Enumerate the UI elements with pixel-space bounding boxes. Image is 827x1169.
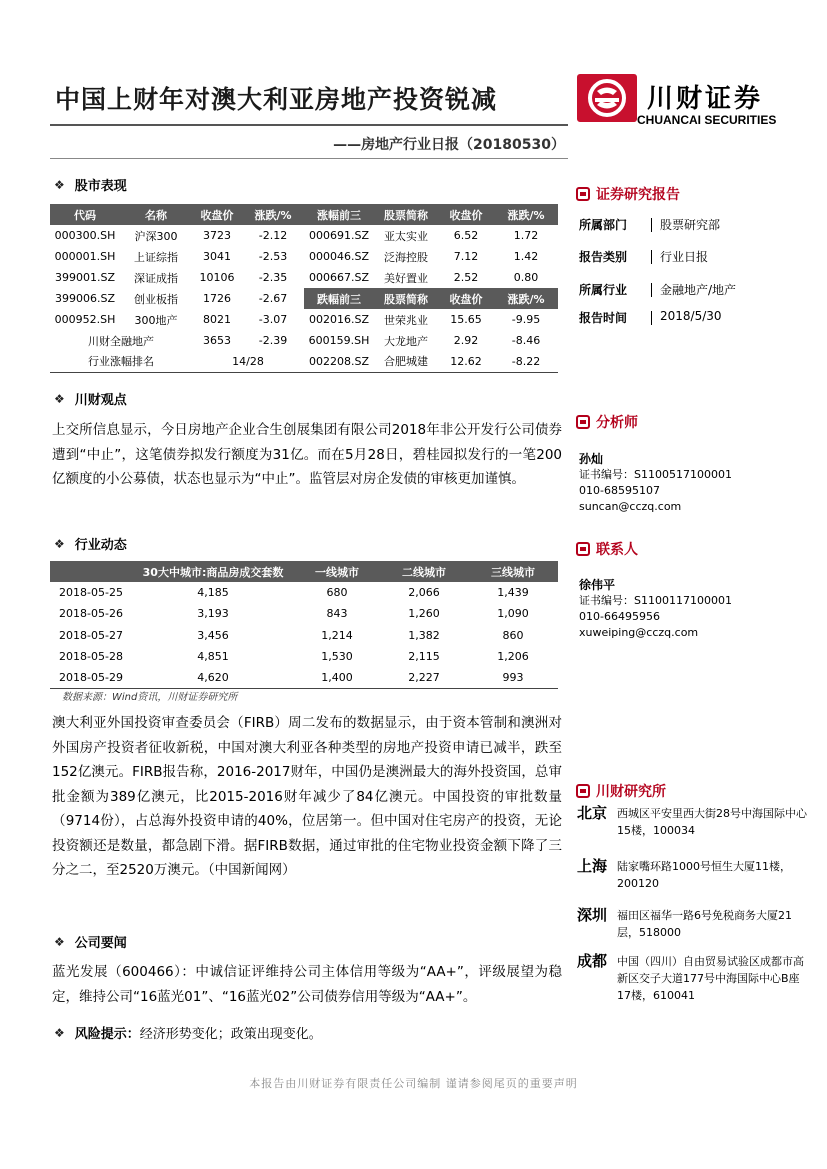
stock-performance-table <box>50 204 558 373</box>
company-paragraph: 蓝光发展（600466）：中诚信证评维持公司主体信用等级为“AA+”，评级展望为稳定，维持公司“16蓝光01”、“16蓝光02”公司债券信用等级为“AA+”。 <box>52 964 562 1005</box>
table-row: 000952.SH 300地产 8021 -3.07 002016.SZ 世荣兆业 15.65 -9.95 <box>54 313 541 327</box>
contact-icon <box>576 542 590 556</box>
table-row: 2018-05-29 4,620 1,400 2,227 993 <box>50 667 558 688</box>
report-icon <box>576 187 590 201</box>
logo-name-en: CHUANCAI SECURITIES <box>637 113 777 127</box>
section-company-heading: ❖ 公司要闻 <box>54 934 127 951</box>
analyst-cert: 证书编号：S1100517100001 <box>579 468 732 481</box>
analyst-name: 孙灿 <box>579 452 604 466</box>
table-row: 2018-05-25 4,185 680 2,066 1,439 <box>59 586 529 600</box>
housing-transactions-table <box>50 561 558 689</box>
analyst-card <box>579 451 732 515</box>
analyst-phone: 010-68595107 <box>579 484 660 497</box>
info-department: 所属部门 股票研究部 <box>579 218 721 232</box>
table-row: 399006.SZ 创业板指 1726 -2.67 跌幅前三 股票简称 收盘价 涨跌/% <box>50 288 558 309</box>
info-report-date: 报告时间 2018/5/30 <box>579 309 722 325</box>
contact-cert: 证书编号：S1100117100001 <box>579 594 732 607</box>
diamond-bullet-icon: ❖ <box>54 1025 65 1040</box>
office-chengdu: 成都 中国（四川）自由贸易试验区成都市高新区交子大道177号中海国际中心B座17楼，610041 <box>577 952 804 1002</box>
report-title: 中国上财年对澳大利亚房地产投资锐减 <box>55 85 498 114</box>
chuancai-logo-icon <box>577 74 637 122</box>
office-shenzhen: 深圳 福田区福华一路6号免税商务大厦21层，518000 <box>577 906 792 939</box>
page-footer: 本报告由川财证券有限责任公司编制 谨请参阅尾页的重要声明 <box>249 1077 578 1090</box>
institute-icon <box>576 784 590 798</box>
col-change: 涨跌/% <box>242 204 304 225</box>
subtitle-divider <box>50 158 568 159</box>
col-change-2: 涨跌/% <box>494 204 558 225</box>
contact-phone: 010-66495956 <box>579 610 660 623</box>
table-row: 399001.SZ 深证成指 10106 -2.35 000667.SZ 美好置业 2.52 0.80 <box>54 271 539 285</box>
contact-heading: 联系人 <box>576 539 638 559</box>
col-top-losers: 跌幅前三 <box>304 288 374 309</box>
office-shanghai: 上海 陆家嘴环路1000号恒生大厦11楼，200120 <box>577 857 791 890</box>
table-row: 2018-05-28 4,851 1,530 2,115 1,206 <box>59 649 529 663</box>
table-row: 000300.SH 沪深300 3723 -2.12 000691.SZ 亚太实业 6.52 1.72 <box>54 229 539 243</box>
view-paragraph: 上交所信息显示，今日房地产企业合生创展集团有限公司2018年非公开发行公司债券遭到“中止”，这笔债券拟发行额度为31亿。而在5月28日，碧桂园拟发行的一笔200亿额度的小公募债，状态也显示为“中止”。监管层对房企发债的审核更加谨慎。 <box>52 422 562 487</box>
logo-name-cn: 川财证券 <box>647 84 764 114</box>
report-heading: 证券研究报告 <box>576 184 680 204</box>
diamond-bullet-icon: ❖ <box>54 934 65 949</box>
office-beijing: 北京 西城区平安里西大街28号中海国际中心15楼，100034 <box>577 804 807 837</box>
table-row: 川财全融地产 3653 -2.39 600159.SH 大龙地产 2.92 -8.46 <box>88 334 541 348</box>
col-code: 代码 <box>50 204 120 225</box>
risk-note: ❖ 风险提示： 经济形势变化；政策出现变化。 <box>54 1025 322 1042</box>
institute-heading: 川财研究所 <box>576 781 666 801</box>
diamond-bullet-icon: ❖ <box>54 177 65 192</box>
report-subtitle: ——房地产行业日报（20180530） <box>333 137 565 153</box>
contact-name: 徐伟平 <box>579 578 616 592</box>
table-header-row <box>50 204 558 225</box>
info-report-type: 报告类别 行业日报 <box>579 250 709 264</box>
table-row: 2018-05-27 3,456 1,214 1,382 860 <box>59 628 524 642</box>
col-name: 名称 <box>120 204 192 225</box>
table-row: 行业涨幅排名 14/28 002208.SZ 合肥城建 12.62 -8.22 <box>50 351 558 372</box>
table-row: 000001.SH 上证综指 3041 -2.53 000046.SZ 泛海控股 7.12 1.42 <box>54 250 539 264</box>
section-view-heading: ❖ 川财观点 <box>54 391 127 408</box>
analyst-email[interactable]: suncan@cczq.com <box>579 500 682 513</box>
diamond-bullet-icon: ❖ <box>54 391 65 406</box>
info-industry: 所属行业 金融地产/地产 <box>579 283 737 297</box>
section-market-heading: ❖ 股市表现 <box>54 177 127 194</box>
contact-card <box>579 577 732 641</box>
col-top-gainers: 涨幅前三 <box>304 204 374 225</box>
section-industry-heading: ❖ 行业动态 <box>54 536 127 553</box>
data-source-note: 数据来源：Wind资讯，川财证券研究所 <box>62 692 238 703</box>
col-stock-name: 股票简称 <box>374 204 438 225</box>
contact-email[interactable]: xuweiping@cczq.com <box>579 626 699 639</box>
table-header-row: 30大中城市:商品房成交套数 一线城市 二线城市 三线城市 <box>50 561 558 582</box>
diamond-bullet-icon: ❖ <box>54 536 65 551</box>
industry-paragraph: 澳大利亚外国投资审查委员会（FIRB）周二发布的数据显示，由于资本管制和澳洲对外国房产投资者征收新税，中国对澳大利亚各种类型的房地产投资申请已减半，跌至152亿澳元。FIRB报告称，2016-2017财年，中国仍是澳洲最大的海外投资国，总审批金额为389亿澳元，比2015-2016财年减少了84亿澳元。中国投资的审批数量（9714份），占总海外投资申请的40%，位居第一。但中国对住宅房产的投资，无论投资额还是数量，都急剧下滑。据FIRB数据，通过审批的住宅物业投资金额下降了三分之二，至2520万澳元。（中国新闻网） <box>52 715 562 878</box>
col-close: 收盘价 <box>192 204 242 225</box>
table-row: 2018-05-26 3,193 843 1,260 1,090 <box>59 607 529 621</box>
analyst-heading: 分析师 <box>576 412 638 432</box>
col-close-2: 收盘价 <box>438 204 494 225</box>
analyst-icon <box>576 415 590 429</box>
title-divider <box>50 124 568 126</box>
